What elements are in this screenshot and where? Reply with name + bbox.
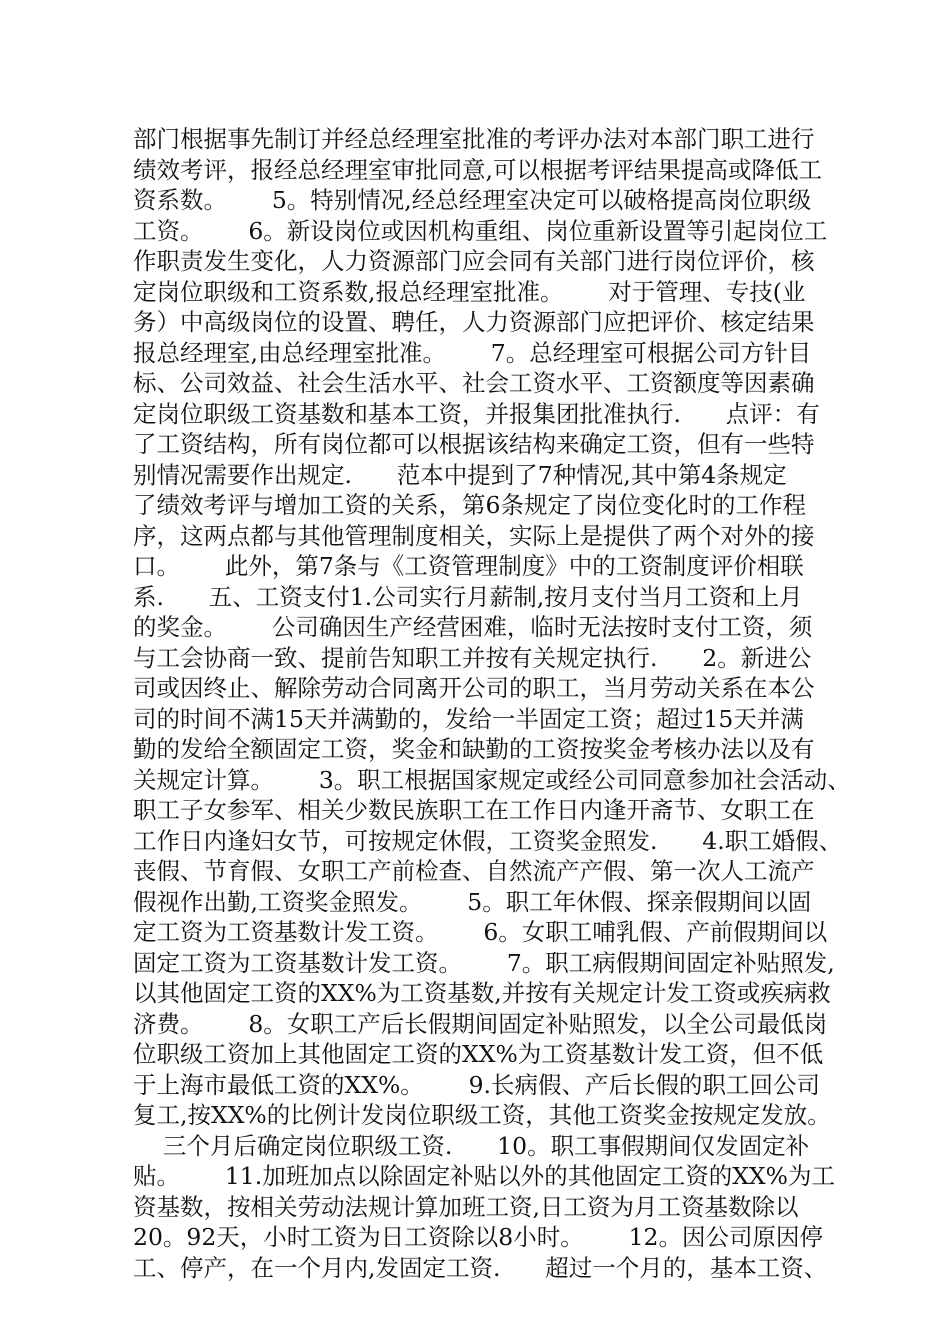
text-line: 的奖金。 公司确因生产经营困难，临时无法按时支付工资，须 bbox=[133, 613, 813, 641]
text-line: 丧假、节育假、女职工产前检查、自然流产产假、第一次人工流产 bbox=[133, 857, 815, 885]
text-line: 勤的发给全额固定工资，奖金和缺勤的工资按奖金考核办法以及有 bbox=[133, 735, 815, 763]
text-line: 部门根据事先制订并经总经理室批准的考评办法对本部门职工进行 bbox=[133, 125, 815, 153]
text-line: 于上海市最低工资的XX%。 9.长病假、产后长假的职工回公司 bbox=[133, 1070, 821, 1099]
text-line: 司或因终止、解除劳动合同离开公司的职工，当月劳动关系在本公 bbox=[133, 674, 815, 702]
text-line: 别情况需要作出规定. 范本中提到了7种情况,其中第4条规定 bbox=[133, 460, 787, 489]
text-line: 资系数。 5。特别情况,经总经理室决定可以破格提高岗位职级 bbox=[133, 186, 812, 214]
text-line: 标、公司效益、社会生活水平、社会工资水平、工资额度等因素确 bbox=[133, 369, 815, 397]
text-line: 务）中高级岗位的设置、聘任，人力资源部门应把评价、核定结果 bbox=[133, 308, 815, 336]
text-line: 报总经理室,由总经理室批准。 7。总经理室可根据公司方针目 bbox=[133, 338, 812, 367]
text-line: 系. 五、工资支付1.公司实行月薪制,按月支付当月工资和上月 bbox=[133, 582, 803, 611]
text-line: 复工,按XX%的比例计发岗位职级工资，其他工资奖金按规定发放。 bbox=[133, 1101, 831, 1129]
text-line: 以其他固定工资的XX%为工资基数,并按有关规定计发工资或疾病救 bbox=[133, 979, 831, 1007]
text-line: 假视作出勤,工资奖金照发。 5。职工年休假、探亲假期间以固 bbox=[133, 887, 812, 916]
text-line: 三个月后确定岗位职级工资. 10。职工事假期间仅发固定补 bbox=[133, 1131, 810, 1160]
text-line: 职工子女参军、相关少数民族职工在工作日内逢开斋节、女职工在 bbox=[133, 796, 815, 824]
text-line: 工、停产，在一个月内,发固定工资. 超过一个月的，基本工资、 bbox=[133, 1253, 828, 1282]
text-line: 关规定计算。 3。职工根据国家规定或经公司同意参加社会活动、 bbox=[133, 765, 851, 794]
text-line: 位职级工资加上其他固定工资的XX%为工资基数计发工资，但不低 bbox=[133, 1040, 824, 1068]
text-line: 工作日内逢妇女节，可按规定休假，工资奖金照发. 4.职工婚假、 bbox=[133, 826, 843, 855]
text-line: 资基数，按相关劳动法规计算加班工资,日工资为月工资基数除以 bbox=[133, 1192, 799, 1221]
text-line: 20。92天，小时工资为日工资除以8小时。 12。因公司原因停 bbox=[133, 1223, 823, 1251]
text-line: 定工资为工资基数计发工资。 6。女职工哺乳假、产前假期间以 bbox=[133, 918, 828, 946]
text-line: 司的时间不满15天并满勤的，发给一半固定工资；超过15天并满 bbox=[133, 704, 804, 733]
text-line: 工资。 6。新设岗位或因机构重组、岗位重新设置等引起岗位工 bbox=[133, 216, 828, 245]
text-line: 了绩效考评与增加工资的关系，第6条规定了岗位变化时的工作程 bbox=[133, 491, 806, 519]
text-line: 序，这两点都与其他管理制度相关，实际上是提供了两个对外的接 bbox=[133, 521, 815, 550]
body-text bbox=[133, 124, 851, 1283]
text-line: 口。 此外，第7条与《工资管理制度》中的工资制度评价相联 bbox=[133, 552, 804, 580]
text-line: 贴。 11.加班加点以除固定补贴以外的其他固定工资的XX%为工 bbox=[133, 1162, 835, 1190]
text-line: 了工资结构，所有岗位都可以根据该结构来确定工资，但有一些特 bbox=[133, 430, 815, 458]
text-line: 定岗位职级工资基数和基本工资，并报集团批准执行. 点评：有 bbox=[133, 399, 820, 428]
text-line: 定岗位职级和工资系数,报总经理室批准。 对于管理、专技(业 bbox=[133, 277, 806, 306]
text-line: 绩效考评，报经总经理室审批同意,可以根据考评结果提高或降低工 bbox=[133, 155, 822, 184]
text-line: 作职责发生变化，人力资源部门应会同有关部门进行岗位评价，核 bbox=[133, 247, 815, 275]
text-line: 固定工资为工资基数计发工资。 7。职工病假期间固定补贴照发, bbox=[133, 948, 835, 977]
text-line: 与工会协商一致、提前告知职工并按有关规定执行. 2。新进公 bbox=[133, 643, 812, 672]
text-line: 济费。 8。女职工产后长假期间固定补贴照发，以全公司最低岗 bbox=[133, 1009, 828, 1038]
